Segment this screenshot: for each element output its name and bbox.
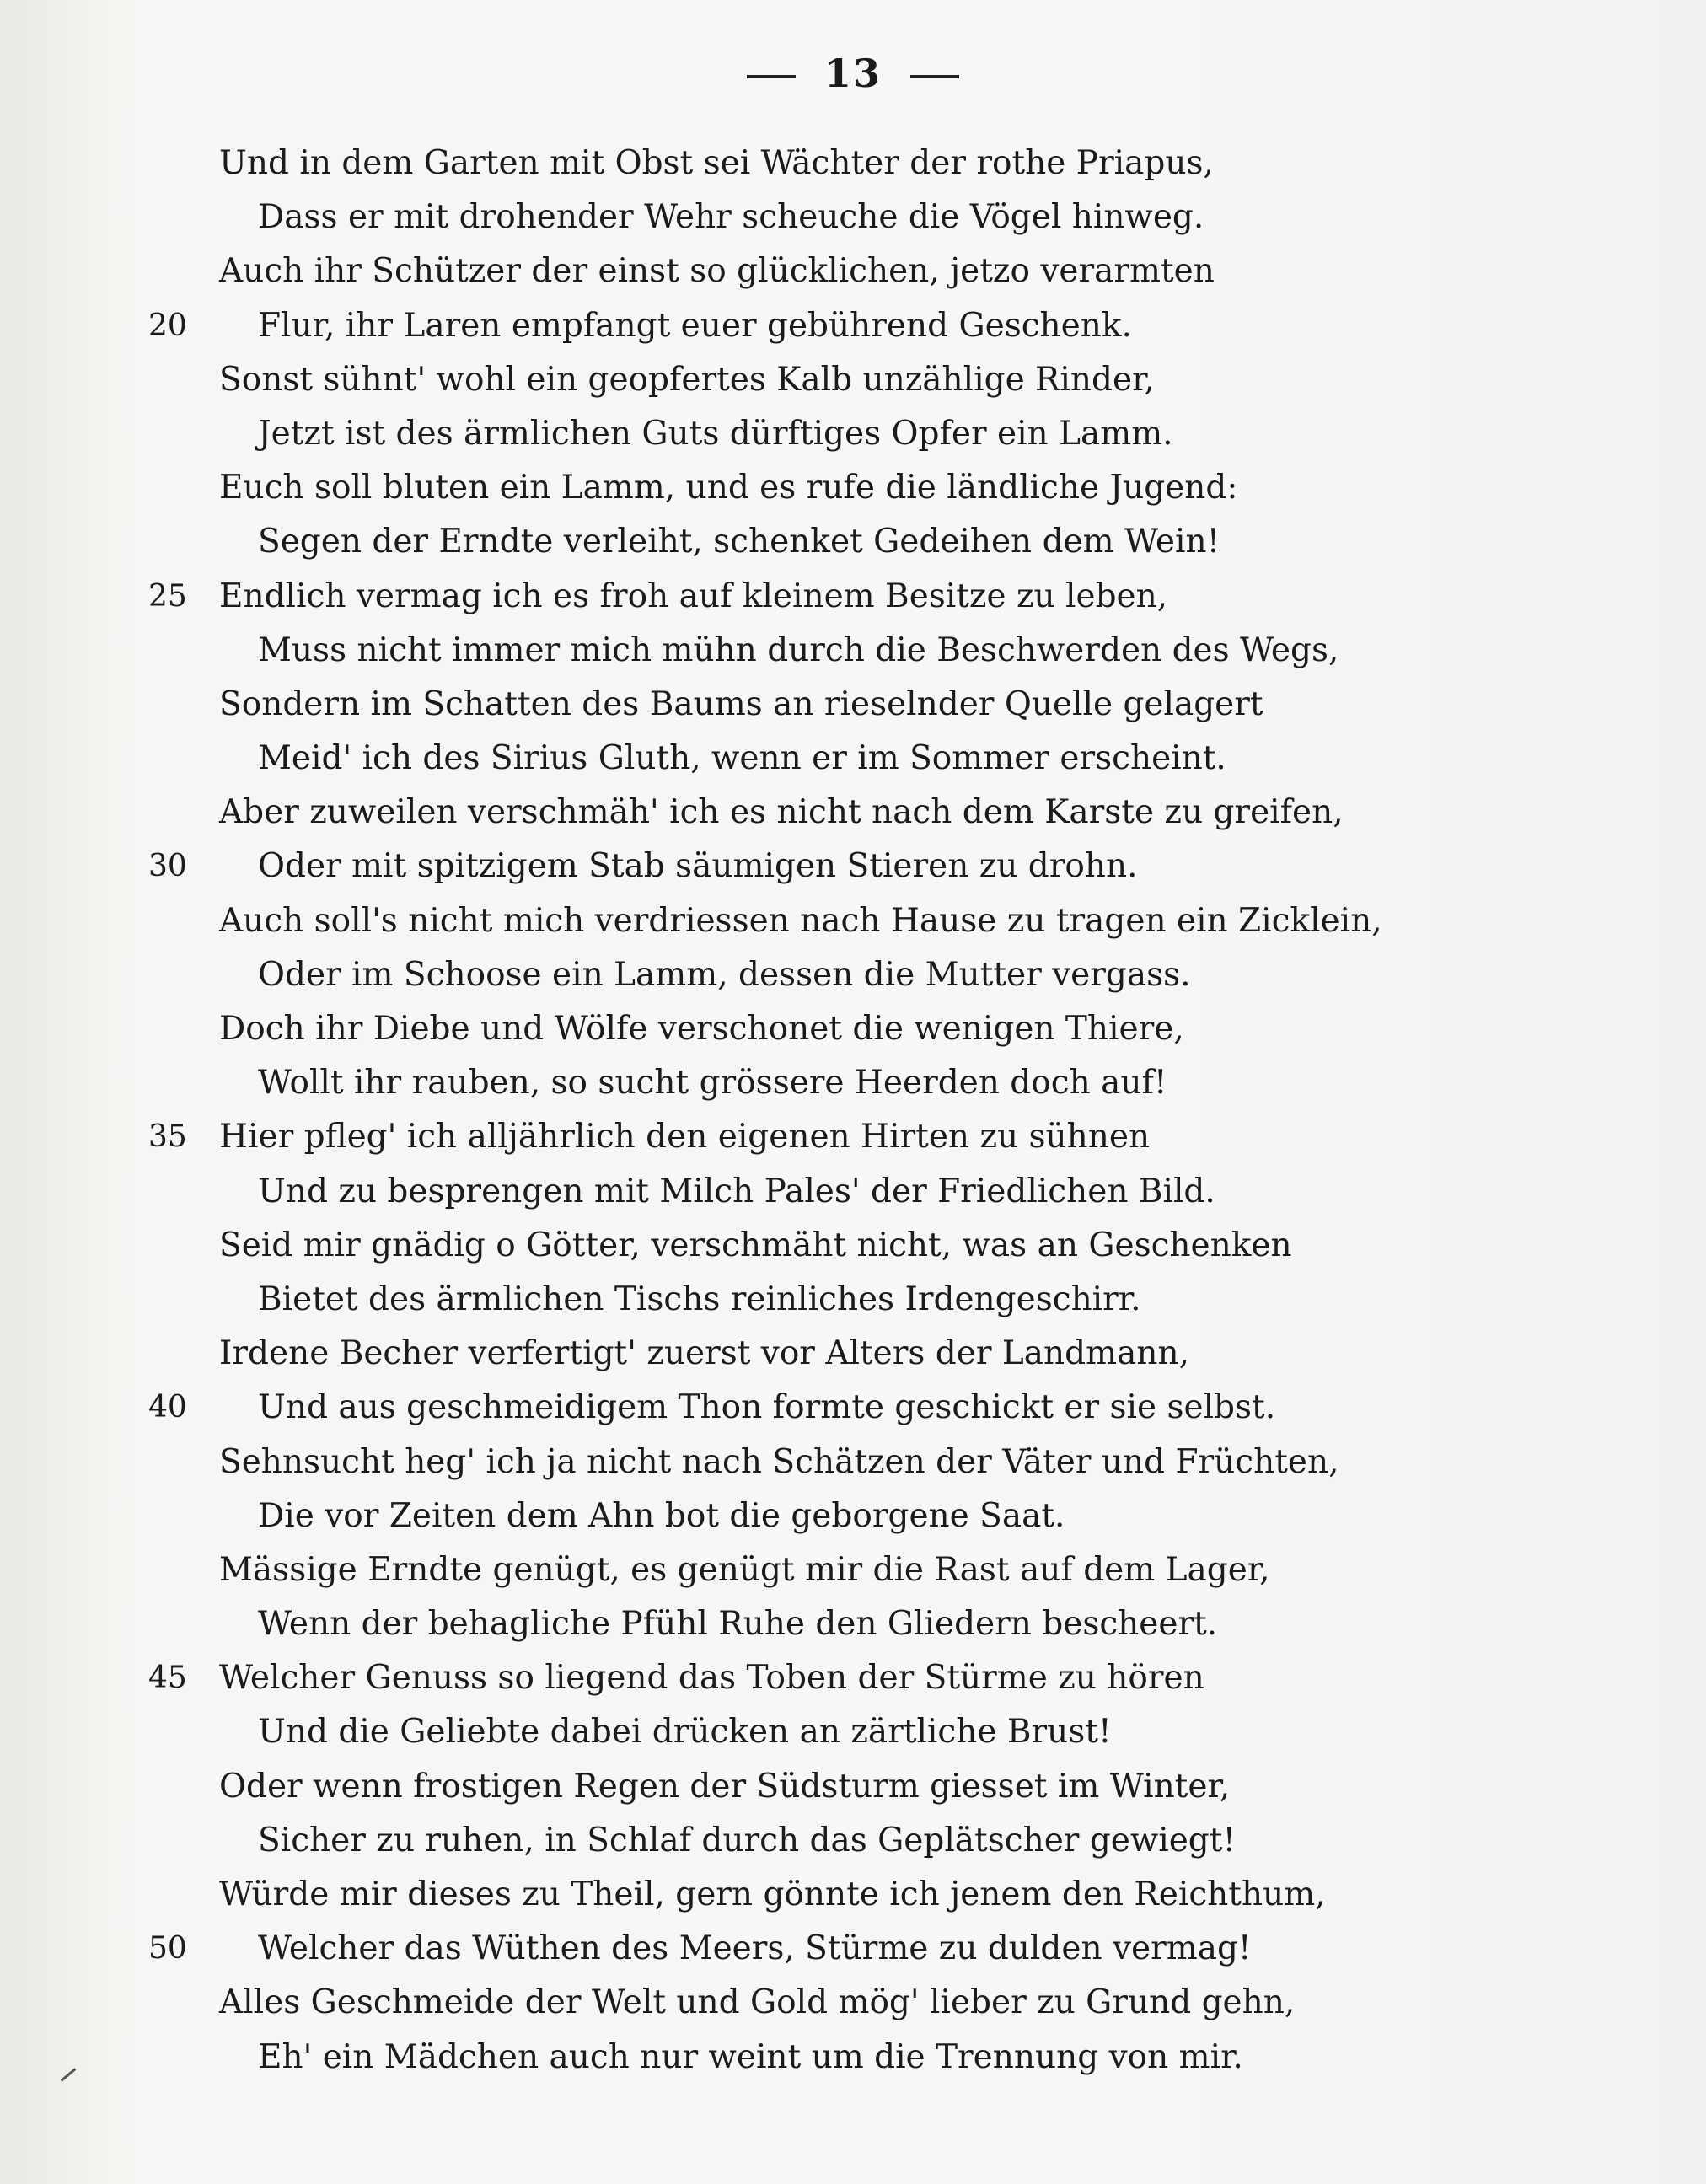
verse-line — [0, 1381, 1706, 1435]
verse-line — [0, 1760, 1706, 1814]
verse-text: Oder mit spitzigem Stab säumigen Stieren zu drohn. — [258, 847, 1138, 886]
verse-text: Seid mir gnädig o Götter, verschmäht nicht, was an Geschenken — [219, 1226, 1292, 1264]
verse-text: Wollt ihr rauben, so sucht grössere Heerden doch auf! — [258, 1064, 1167, 1103]
verse-text: Irdene Becher verfertigt' zuerst vor Alters der Landmann, — [219, 1334, 1189, 1373]
verse-line — [0, 1219, 1706, 1273]
verse-line — [0, 894, 1706, 948]
verse-line — [0, 1976, 1706, 2030]
verse-line — [0, 1273, 1706, 1327]
verse-text: Jetzt ist des ärmlichen Guts dürftiges Opfer ein Lamm. — [258, 414, 1173, 453]
verse-text: Segen der Erndte verleiht, schenket Gedeihen dem Wein! — [258, 523, 1220, 561]
verse-text: Dass er mit drohender Wehr scheuche die Vögel hinweg. — [258, 198, 1204, 237]
verse-line — [0, 299, 1706, 353]
verse-text: Alles Geschmeide der Welt und Gold mög' lieber zu Grund gehn, — [219, 1983, 1296, 2022]
verse-text: Und die Geliebte dabei drücken an zärtliche Brust! — [258, 1713, 1112, 1752]
verse-line — [0, 461, 1706, 515]
verse-text: Eh' ein Mädchen auch nur weint um die Trennung von mir. — [258, 2037, 1243, 2076]
verse-text: Und aus geschmeidigem Thon formte geschickt er sie selbst. — [258, 1388, 1276, 1427]
verse-text: Flur, ihr Laren empfangt euer gebührend Geschenk. — [258, 306, 1132, 345]
verse-line — [0, 1056, 1706, 1110]
line-number: 45 — [148, 1661, 187, 1696]
verse-line — [0, 407, 1706, 461]
line-number: 20 — [148, 308, 187, 343]
verse-text: Sonst sühnt' wohl ein geopfertes Kalb unzählige Rinder, — [219, 360, 1155, 399]
header-dash-right — [910, 75, 959, 78]
verse-line — [0, 190, 1706, 244]
verse-text: Euch soll bluten ein Lamm, und es rufe die ländliche Jugend: — [219, 469, 1238, 507]
verse-text: Und zu besprengen mit Milch Pales' der Friedlichen Bild. — [258, 1172, 1215, 1210]
line-number: 25 — [148, 578, 187, 614]
verse-line — [0, 1543, 1706, 1597]
line-number: 35 — [148, 1119, 187, 1155]
verse-line — [0, 570, 1706, 624]
verse-line — [0, 2031, 1706, 2085]
verse-text: Wenn der behagliche Pfühl Ruhe den Gliedern bescheert. — [258, 1605, 1218, 1644]
line-number: 50 — [148, 1931, 187, 1967]
verse-line — [0, 1327, 1706, 1381]
verse-text: Meid' ich des Sirius Gluth, wenn er im Sommer erscheint. — [258, 739, 1226, 778]
verse-line — [0, 1814, 1706, 1868]
verse-text: Auch ihr Schützer der einst so glücklichen, jetzo verarmten — [219, 252, 1215, 291]
line-number: 40 — [148, 1390, 187, 1425]
verse-line — [0, 678, 1706, 732]
verse-text: Sehnsucht heg' ich ja nicht nach Schätzen der Väter und Früchten, — [219, 1442, 1339, 1481]
verse-text: Welcher das Wüthen des Meers, Stürme zu dulden vermag! — [258, 1929, 1252, 1968]
page-header — [0, 51, 1706, 96]
verse-line — [0, 353, 1706, 407]
verse-text: Auch soll's nicht mich verdriessen nach Hause zu tragen ein Zicklein, — [219, 901, 1382, 940]
verse-line — [0, 1705, 1706, 1759]
verse-line — [0, 515, 1706, 569]
verse-line — [0, 1435, 1706, 1489]
verse-text: Doch ihr Diebe und Wölfe verschonet die wenigen Thiere, — [219, 1010, 1184, 1048]
poem-body — [0, 137, 1706, 2085]
verse-text: Welcher Genuss so liegend das Toben der Stürme zu hören — [219, 1659, 1204, 1698]
verse-text: Würde mir dieses zu Theil, gern gönnte ich jenem den Reichthum, — [219, 1875, 1326, 1913]
verse-line — [0, 1597, 1706, 1651]
verse-text: Oder im Schoose ein Lamm, dessen die Mutter vergass. — [258, 955, 1191, 994]
verse-text: Und in dem Garten mit Obst sei Wächter der rothe Priapus, — [219, 144, 1214, 182]
header-dash-left — [747, 75, 796, 78]
verse-text: Oder wenn frostigen Regen der Südsturm giesset im Winter, — [219, 1767, 1231, 1806]
verse-line — [0, 786, 1706, 840]
verse-text: Endlich vermag ich es froh auf kleinem Besitze zu leben, — [219, 577, 1168, 615]
verse-text: Mässige Erndte genügt, es genügt mir die Rast auf dem Lager, — [219, 1550, 1270, 1589]
verse-text: Aber zuweilen verschmäh' ich es nicht nach dem Karste zu greifen, — [219, 793, 1344, 832]
verse-line — [0, 137, 1706, 190]
verse-text: Die vor Zeiten dem Ahn bot die geborgene Saat. — [258, 1496, 1065, 1535]
verse-line — [0, 1489, 1706, 1543]
verse-text: Sicher zu ruhen, in Schlaf durch das Geplätscher gewiegt! — [258, 1821, 1237, 1859]
verse-line — [0, 732, 1706, 786]
verse-text: Hier pfleg' ich alljährlich den eigenen Hirten zu sühnen — [219, 1118, 1151, 1156]
verse-text: Muss nicht immer mich mühn durch die Beschwerden des Wegs, — [258, 631, 1339, 669]
verse-line — [0, 1868, 1706, 1922]
verse-line — [0, 948, 1706, 1002]
verse-line — [0, 624, 1706, 678]
verse-line — [0, 1651, 1706, 1705]
page-number: 13 — [823, 51, 882, 96]
verse-line — [0, 1002, 1706, 1056]
verse-line — [0, 840, 1706, 893]
verse-text: Bietet des ärmlichen Tischs reinliches Irdengeschirr. — [258, 1280, 1141, 1318]
verse-text: Sondern im Schatten des Baums an rieselnder Quelle gelagert — [219, 684, 1263, 723]
verse-line — [0, 1165, 1706, 1219]
line-number: 30 — [148, 849, 187, 884]
verse-line — [0, 1110, 1706, 1164]
verse-line — [0, 244, 1706, 298]
verse-line — [0, 1922, 1706, 1976]
